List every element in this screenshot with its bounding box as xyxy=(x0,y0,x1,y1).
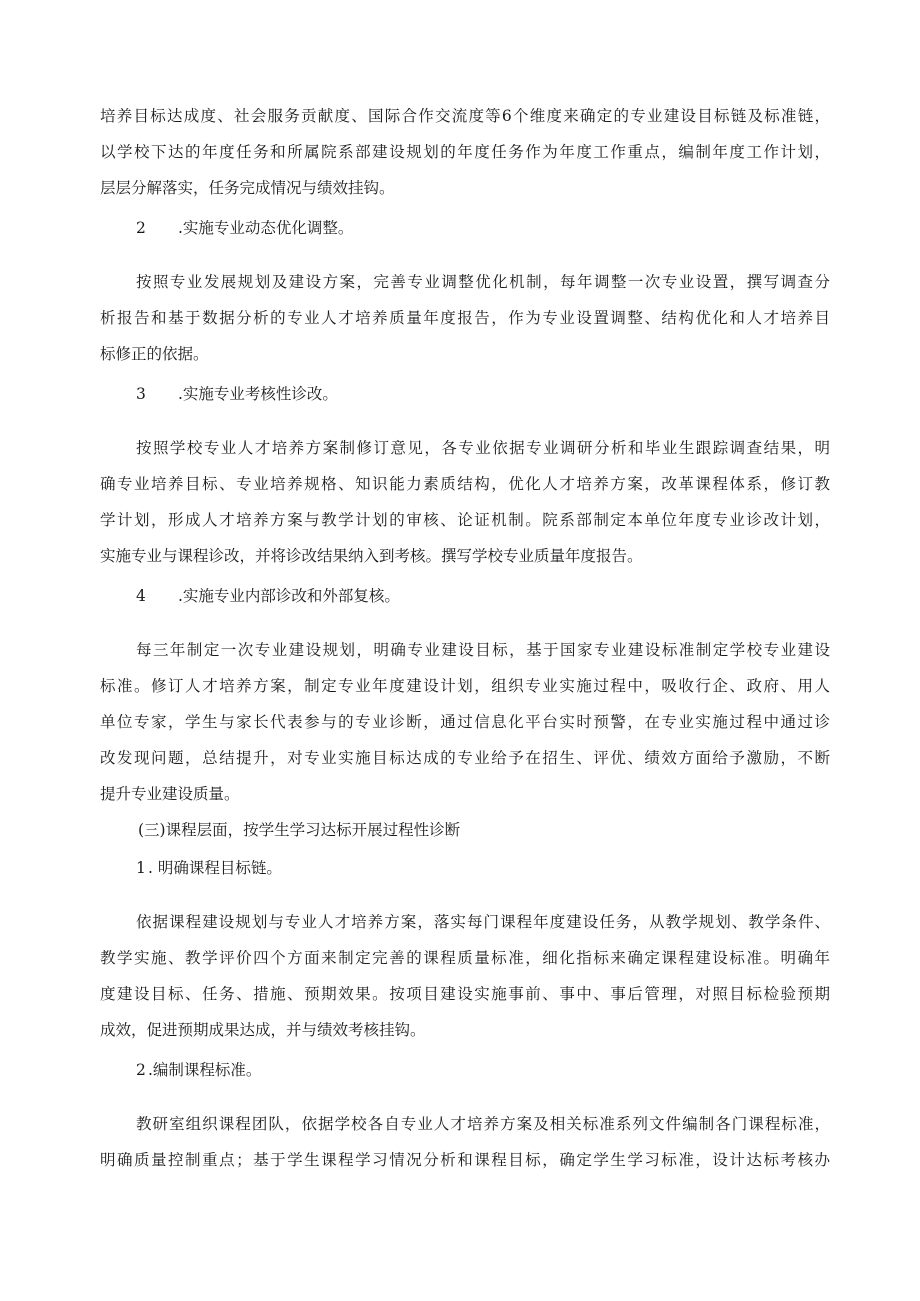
heading-text: .编制课程标准。 xyxy=(148,1061,262,1079)
text-line: 教研室组织课程团队，依据学校各自专业人才培养方案及相关标准系列文件编制各门课程标准， xyxy=(136,1115,830,1133)
text-line: 标修正的依据。 xyxy=(100,345,209,363)
text-line: 以学校下达的年度任务和所属院系部建设规划的年度任务作为年度工作重点，编制年度工作计划， xyxy=(100,143,830,161)
heading-item-4 xyxy=(136,578,400,614)
text-line: 改发现问题，总结提升，对专业实施目标达成的专业给予在招生、评优、绩效方面给予激励，不断 xyxy=(100,749,830,767)
heading-course-item-2 xyxy=(136,1052,261,1088)
text-line: 标准。修订人才培养方案，制定专业年度建设计划，组织专业实施过程中，吸收行企、政府、用人 xyxy=(100,677,830,695)
text-line: 依据课程建设规划与专业人才培养方案，落实每门课程年度建设任务，从教学规划、教学条件、 xyxy=(136,913,830,931)
heading-number: 4 xyxy=(136,587,146,605)
paragraph-goal-chain xyxy=(100,98,830,206)
paragraph-course-goal-chain xyxy=(100,904,830,1048)
heading-item-3 xyxy=(136,376,338,412)
text-line: 提升专业建设质量。 xyxy=(100,785,240,803)
text-line: 按照学校专业人才培养方案制修订意见，各专业依据专业调研分析和毕业生跟踪调查结果，明 xyxy=(136,439,830,457)
heading-text: .实施专业内部诊改和外部复核。 xyxy=(178,587,400,605)
section-heading-course-level: (三)课程层面，按学生学习达标开展过程性诊断 xyxy=(138,821,461,839)
text-line: 培养目标达成度、社会服务贡献度、国际合作交流度等6个维度来确定的专业建设目标链及标准链， xyxy=(100,107,830,125)
text-line: 单位专家，学生与家长代表参与的专业诊断，通过信息化平台实时预警，在专业实施过程中通过诊 xyxy=(100,713,830,731)
text-line: 实施专业与课程诊改，并将诊改结果纳入到考核。撰写学校专业质量年度报告。 xyxy=(100,547,643,565)
paragraph-course-standards xyxy=(100,1106,830,1178)
heading-text: . 明确课程目标链。 xyxy=(148,859,282,877)
text-line: 按照专业发展规划及建设方案，完善专业调整优化机制，每年调整一次专业设置，撰写调查分 xyxy=(136,273,830,291)
text-line: 成效，促进预期成果达成，并与绩效考核挂钩。 xyxy=(100,1021,426,1039)
text-line: 析报告和基于数据分析的专业人才培养质量年度报告，作为专业设置调整、结构优化和人才培养目 xyxy=(100,309,830,327)
paragraph-internal-external-review xyxy=(100,632,830,812)
heading-number: 3 xyxy=(136,385,146,403)
text-line: 学计划，形成人才培养方案与教学计划的审核、论证机制。院系部制定本单位年度专业诊改计划， xyxy=(100,511,830,529)
paragraph-assessment-diagnosis xyxy=(100,430,830,574)
heading-number: 1 xyxy=(136,859,146,877)
paragraph-dynamic-adjustment xyxy=(100,264,830,372)
text-line: 层层分解落实，任务完成情况与绩效挂钩。 xyxy=(100,179,395,197)
heading-number: 2 xyxy=(136,219,146,237)
heading-number: 2 xyxy=(136,1061,146,1079)
text-line: 明确质量控制重点；基于学生课程学习情况分析和课程目标，确定学生学习标准，设计达标考核办 xyxy=(100,1151,830,1169)
heading-text: .实施专业动态优化调整。 xyxy=(178,219,354,237)
heading-course-item-1 xyxy=(136,850,282,886)
heading-item-2 xyxy=(136,210,353,246)
text-line: 度建设目标、任务、措施、预期效果。按项目建设实施事前、事中、事后管理，对照目标检验预期 xyxy=(100,985,830,1003)
heading-text: .实施专业考核性诊改。 xyxy=(178,385,338,403)
text-line: 每三年制定一次专业建设规划，明确专业建设目标，基于国家专业建设标准制定学校专业建设 xyxy=(136,641,830,659)
text-line: 确专业培养目标、专业培养规格、知识能力素质结构，优化人才培养方案，改革课程体系，修订教 xyxy=(100,475,830,493)
text-line: 教学实施、教学评价四个方面来制定完善的课程质量标准，细化指标来确定课程建设标准。明确年 xyxy=(100,949,830,967)
